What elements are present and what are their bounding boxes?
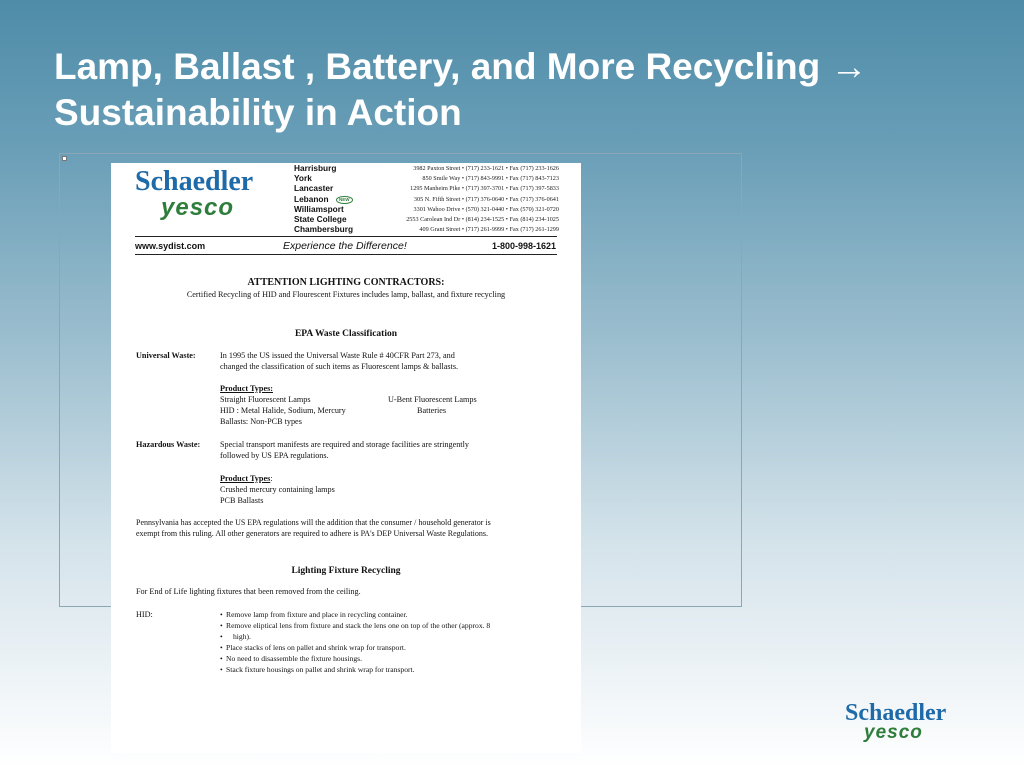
- hid-steps-list: [220, 609, 560, 675]
- location-city: York: [294, 173, 312, 184]
- location-address: 305 N. Fifth Street • (717) 376-0640 • Fax (717) 376-0641: [413, 195, 559, 203]
- slide-title-line-1: Lamp, Ballast , Battery, and More Recycling →: [54, 46, 868, 87]
- slide-title-line-2: Sustainability in Action: [54, 92, 462, 133]
- product-type-item: Ballasts: Non-PCB types: [220, 417, 302, 426]
- slide-brand-logo: [845, 700, 965, 750]
- hid-step: • Remove eliptical lens from fixture and stack the lens one on top of the other (approx. 8: [220, 620, 560, 631]
- location-city: Williamsport: [294, 203, 344, 214]
- hid-step-continued: • high).: [220, 631, 560, 642]
- letterhead-divider-bottom: [135, 254, 557, 255]
- brand-logo-schaedler: Schaedler: [845, 700, 947, 726]
- hazardous-type-item: PCB Ballasts: [220, 496, 264, 505]
- fixture-intro-text: For End of Life lighting fixtures that been removed from the ceiling.: [136, 587, 361, 596]
- location-row: [294, 214, 559, 224]
- website-link[interactable]: www.sydist.com: [135, 241, 206, 251]
- attention-heading: ATTENTION LIGHTING CONTRACTORS:: [247, 277, 445, 288]
- fixture-recycling-heading: Lighting Fixture Recycling: [291, 566, 401, 576]
- location-address: 3301 Wahoo Drive • (570) 321-0440 • Fax (570) 321-0720: [413, 205, 559, 213]
- hazardous-types-colon: :: [270, 474, 273, 483]
- location-city: Harrisburg: [294, 163, 337, 173]
- location-row: [294, 224, 559, 234]
- location-row: [294, 163, 559, 173]
- hid-step: • Remove lamp from fixture and place in recycling container.: [220, 609, 560, 620]
- slide-title: [54, 44, 994, 136]
- universal-waste-text: In 1995 the US issued the Universal Waste Rule # 40CFR Part 273, and: [220, 351, 455, 360]
- location-row: [294, 204, 559, 214]
- hazardous-types-label: Product Types: [220, 474, 271, 483]
- new-badge: NEW: [336, 196, 353, 204]
- universal-waste-text: changed the classification of such items as Fluorescent lamps & ballasts.: [220, 362, 459, 371]
- location-address: 409 Grant Street • (717) 261-9999 • Fax (717) 261-1299: [419, 226, 559, 234]
- location-row: [294, 194, 559, 204]
- location-address: 3982 Paxton Street • (717) 233-1621 • Fax (717) 233-1626: [413, 165, 559, 172]
- letterhead-logo-yesco: yesco: [161, 194, 235, 221]
- product-type-item: Straight Fluorescent Lamps: [220, 395, 311, 404]
- hid-step: • No need to disassemble the fixture housings.: [220, 653, 560, 664]
- location-city: State College: [294, 213, 347, 224]
- pa-regulation-text: exempt from this ruling. All other generators are required to adhere is PA's DEP Universal Waste Regulations.: [136, 529, 488, 538]
- letterhead-logo-schaedler: Schaedler: [135, 166, 254, 197]
- location-row: [294, 173, 559, 183]
- object-marker-icon: [62, 156, 67, 161]
- hazardous-waste-text: Special transport manifests are required and storage facilities are stringently: [220, 440, 469, 449]
- attention-subheading: Certified Recycling of HID and Flourescent Fixtures includes lamp, ballast, and fixture recycling: [186, 290, 506, 299]
- universal-waste-label: Universal Waste:: [136, 351, 196, 360]
- location-city: Lancaster: [294, 183, 334, 194]
- location-city: Chambersburg: [294, 224, 354, 235]
- location-address: 2553 Carolean Ind Dr • (814) 234-1525 • Fax (814) 234-1025: [406, 215, 559, 223]
- location-city: Lebanon: [294, 193, 329, 204]
- brand-logo-yesco: yesco: [864, 722, 923, 743]
- product-types-label: Product Types:: [220, 384, 273, 393]
- letterhead-divider: [135, 236, 557, 237]
- location-address: 850 Smile Way • (717) 843-9991 • Fax (717) 843-7123: [422, 175, 559, 183]
- location-address: 1295 Manheim Pike • (717) 397-3701 • Fax (717) 397-5833: [410, 185, 559, 193]
- pa-regulation-text: Pennsylvania has accepted the US EPA regulations will the addition that the consumer / household generator is: [136, 518, 491, 527]
- hid-label: HID:: [136, 610, 153, 619]
- product-type-item: HID : Metal Halide, Sodium, Mercury: [220, 406, 346, 415]
- epa-heading: EPA Waste Classification: [294, 329, 398, 339]
- phone-number: 1-800-998-1621: [491, 241, 556, 251]
- hazardous-waste-label: Hazardous Waste:: [136, 440, 201, 449]
- hid-step: • Stack fixture housings on pallet and shrink wrap for transport.: [220, 664, 560, 675]
- tagline: Experience the Difference!: [283, 240, 407, 252]
- product-type-item: U-Bent Fluorescent Lamps: [388, 395, 477, 404]
- product-type-item: Batteries: [417, 406, 447, 415]
- hazardous-waste-text: followed by US EPA regulations.: [220, 451, 329, 460]
- hazardous-types-heading: [220, 473, 273, 484]
- hazardous-type-item: Crushed mercury containing lamps: [220, 485, 335, 494]
- locations-list: [294, 163, 559, 234]
- location-row: [294, 183, 559, 193]
- hid-step: • Place stacks of lens on pallet and shrink wrap for transport.: [220, 642, 560, 653]
- document-page: [111, 163, 581, 753]
